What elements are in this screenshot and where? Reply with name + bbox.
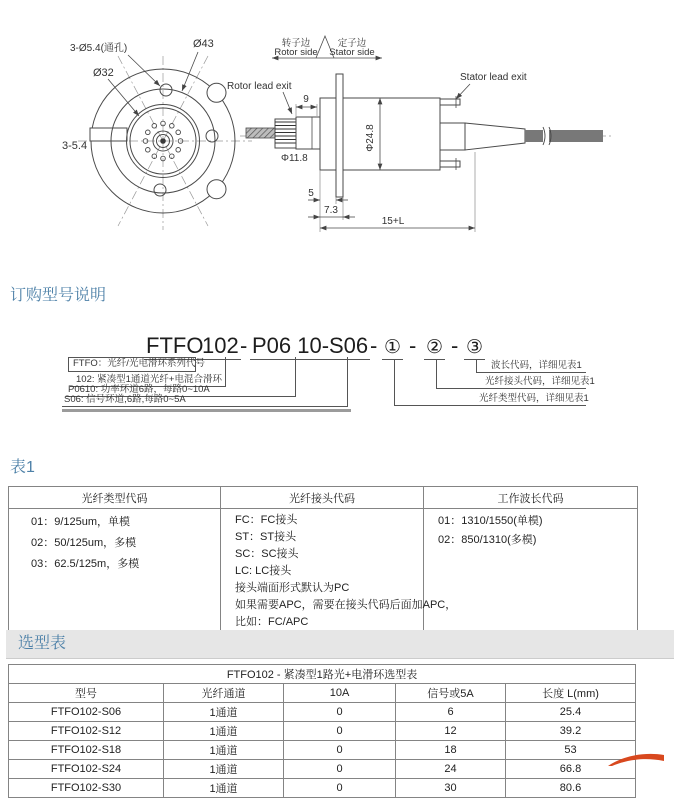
leader-d43 — [182, 52, 198, 91]
order-section-title: 订购型号说明 — [10, 287, 107, 304]
dim-9-label: 9 — [303, 94, 309, 105]
cell-10a: 0 — [284, 741, 396, 760]
cell-model: FTFO102-S06 — [9, 703, 164, 722]
cell-10a: 0 — [284, 703, 396, 722]
col-length: 长度 L(mm) — [506, 684, 636, 703]
rotor-side-en-label: Rotor side — [274, 47, 318, 58]
cell-model: FTFO102-S12 — [9, 722, 164, 741]
leader-rotor-lead — [283, 92, 292, 114]
hub-center — [160, 138, 166, 144]
cell-channel: 1通道 — [164, 722, 284, 741]
selection-title: 选型表 — [18, 635, 67, 652]
cell-signal: 12 — [396, 722, 506, 741]
cell-signal: 6 — [396, 703, 506, 722]
note-p0610: P0610: 功率环道6路，每路0~10A — [66, 357, 296, 397]
front-tab-label: 3-5.4 — [62, 140, 88, 152]
table-row — [9, 760, 636, 779]
cell-10a: 0 — [284, 760, 396, 779]
cell-model: FTFO102-S30 — [9, 779, 164, 798]
mount-hole-right — [206, 130, 218, 142]
selection-table — [8, 664, 636, 798]
table1-title: 表1 — [10, 459, 35, 476]
exit-taper — [465, 123, 525, 150]
note-wavelength: 波长代码，详细见表1 — [476, 359, 586, 373]
rotor-lead-exit-label: Rotor lead exit — [227, 81, 292, 92]
stator-pin-bottom — [440, 161, 460, 167]
fiber-code-table — [8, 486, 638, 634]
mount-flange — [336, 74, 343, 197]
table1-header-row — [9, 487, 638, 509]
table1-body-row — [9, 509, 638, 634]
cell-length: 39.2 — [506, 722, 636, 741]
code-102: 102 — [202, 333, 239, 358]
cell-model: FTFO102-S18 — [9, 741, 164, 760]
stator-side-cn-label: 定子边 — [337, 38, 367, 49]
fiber-type-cell: 01：9/125um，单模 02：50/125um，多模 03：62.5/125m，多模 — [9, 509, 221, 634]
table1-col3-header: 工作波长代码 — [424, 487, 638, 509]
dim-15L-label: 15+L — [381, 216, 405, 227]
exit-boss — [440, 123, 465, 150]
stator-lead-exit-label: Stator lead exit — [460, 72, 527, 83]
red-swoosh-decoration — [606, 751, 666, 766]
selection-table-title: FTFO102 - 紧凑型1路光+电滑环选型表 — [9, 665, 636, 684]
cell-length: 80.6 — [506, 779, 636, 798]
stator-cable — [525, 130, 603, 142]
note-102: 102: 紧凑型1通道光纤+电混合滑环 — [70, 357, 226, 387]
technical-drawing — [0, 0, 680, 270]
col-10a: 10A — [284, 684, 396, 703]
table-row — [9, 722, 636, 741]
dim-118-label: Φ11.8 — [281, 153, 308, 164]
note-connector-code: 光纤接头代码，详细见表1 — [436, 359, 586, 389]
code-dash-4: - — [451, 333, 459, 358]
note-s06: S06: 信号环道,6路,每路0~5A — [62, 357, 348, 407]
cell-length: 25.4 — [506, 703, 636, 722]
connector-code-cell: FC：FC接头 ST：ST接头 SC：SC接头 LC: LC接头 接头端面形式默认为PC 如果需要APC，需要在接头代码后面加APC， 比如：FC/APC — [221, 509, 424, 634]
cell-channel: 1通道 — [164, 703, 284, 722]
cell-length: 53 — [506, 741, 636, 760]
dim-5-label: 5 — [308, 188, 314, 199]
table1-col1-header: 光纤类型代码 — [9, 487, 221, 509]
dim-248-label: Φ24.8 — [365, 124, 376, 152]
cell-signal: 18 — [396, 741, 506, 760]
cell-channel: 1通道 — [164, 741, 284, 760]
stator-pin-top — [440, 99, 460, 105]
code-dash-1: - — [240, 333, 248, 358]
code-series: FTFO — [146, 333, 204, 358]
table-row — [9, 741, 636, 760]
notch-ne — [207, 83, 226, 102]
leader-stator-lead — [456, 84, 470, 99]
cell-model: FTFO102-S24 — [9, 760, 164, 779]
cell-channel: 1通道 — [164, 760, 284, 779]
cell-10a: 0 — [284, 722, 396, 741]
cell-10a: 0 — [284, 779, 396, 798]
cell-signal: 24 — [396, 760, 506, 779]
selection-table-title-row — [9, 665, 636, 684]
code-s06: S06 — [329, 333, 369, 358]
table1-col2-header: 光纤接头代码 — [221, 487, 424, 509]
front-holes-label: 3-Ø5.4(通孔) — [70, 43, 128, 54]
table-row — [9, 703, 636, 722]
code-circle-3: ③ — [466, 337, 484, 358]
front-dia43-label: Ø43 — [193, 38, 214, 50]
wavelength-code-cell: 01：1310/1550(单模) 02：850/1310(多模) — [424, 509, 638, 634]
code-dash-2: - — [370, 333, 378, 358]
cell-signal: 30 — [396, 779, 506, 798]
note-series: FTFO：光纤/光电滑环系列代号 — [68, 357, 196, 372]
code-circle-1: ① — [384, 337, 402, 358]
selection-header-row — [9, 684, 636, 703]
code-p0610: P06 10- — [252, 333, 330, 358]
side-view — [240, 36, 612, 232]
rotor-side-cn-label: 转子边 — [281, 38, 311, 49]
col-fiber-channel: 光纤通道 — [164, 684, 284, 703]
code-circle-2: ② — [426, 337, 444, 358]
notes-rule — [62, 409, 351, 412]
leader-holes — [128, 55, 160, 86]
table-row — [9, 779, 636, 798]
left-slot — [90, 128, 127, 141]
mount-hole-bottom — [154, 184, 166, 196]
rotor-connector-body — [296, 117, 320, 149]
selection-banner — [6, 630, 674, 659]
front-dia32-label: Ø32 — [93, 67, 114, 79]
fin-lines — [275, 122, 296, 143]
rotor-cable — [246, 128, 275, 138]
dim-73-label: 7.3 — [324, 205, 338, 216]
cell-channel: 1通道 — [164, 779, 284, 798]
rotor-connector-fins — [275, 119, 296, 148]
code-dash-3: - — [409, 333, 417, 358]
cell-length: 66.8 — [506, 760, 636, 779]
note-fiber-type-code: 光纤类型代码，详细见表1 — [394, 359, 586, 406]
stator-side-en-label: Stator side — [329, 47, 375, 58]
col-signal-5a: 信号或5A — [396, 684, 506, 703]
notch-se — [207, 180, 226, 199]
col-model: 型号 — [9, 684, 164, 703]
